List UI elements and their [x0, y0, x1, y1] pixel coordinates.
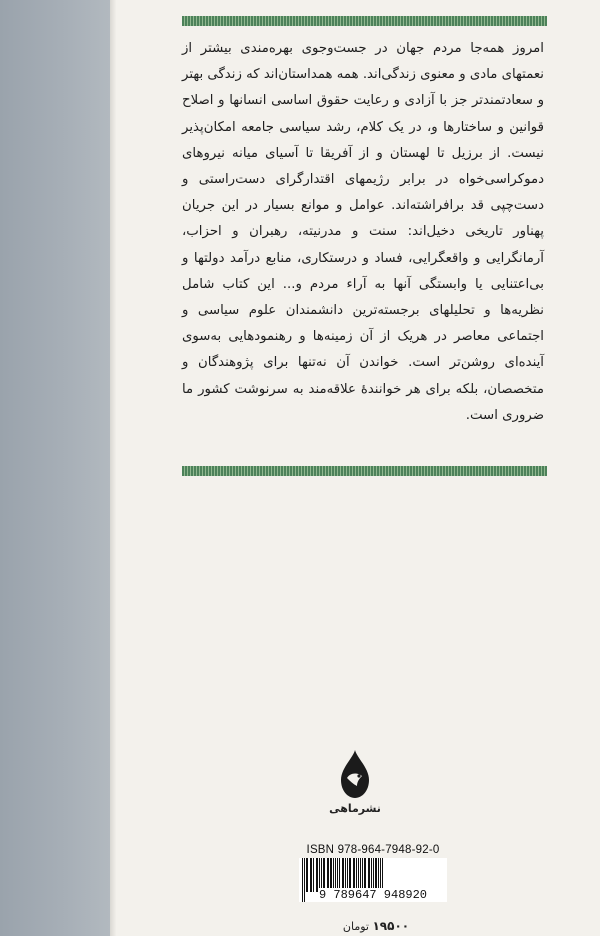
- publisher-name: نشرماهی: [329, 802, 381, 815]
- barcode-bar: [368, 858, 370, 892]
- barcode-bar: [360, 858, 361, 892]
- isbn-label: ISBN 978-964-7948-92-0: [306, 844, 440, 856]
- barcode-bar: [364, 858, 366, 892]
- barcode-bar: [306, 858, 308, 892]
- barcode-digits: 9 789647 948920: [318, 888, 428, 902]
- barcode-bar: [349, 858, 351, 892]
- barcode-bar: [330, 858, 332, 892]
- fish-drop-icon: [335, 748, 375, 800]
- barcode-bar: [316, 858, 318, 892]
- price-tag: [316, 919, 436, 935]
- barcode-bar: [321, 858, 322, 892]
- bottom-decorative-rule: [182, 466, 547, 476]
- barcode-bar: [335, 858, 336, 892]
- barcode-bar: [356, 858, 357, 892]
- price-amount: ۱۹۵۰۰: [372, 919, 410, 933]
- barcode-bar: [375, 858, 377, 892]
- isbn-block: [298, 842, 448, 918]
- top-decorative-rule: [182, 16, 547, 26]
- barcode-bar: [378, 858, 379, 892]
- barcode-bar: [339, 858, 340, 892]
- publisher-logo: [322, 748, 388, 822]
- back-cover-blurb: امروز همه‌جا مردم جهان در جست‌وجوی بهره‌مندی بیشتر از نعمتهای مادی و معنوی زندگی‌اند. همه همداستان‌اند که زندگی بهتر و سعادتمندتر جز با آزادی و رعایت حقوق اساسی انسانها و اصلاح قوانین و ساختارها و، در یک کلام، رشد سیاسی جامعه امکان‌پذیر نیست. از برزیل تا لهستان و از آفریقا تا آسیای میانه نیروهای دموکراسی‌خواه در برابر رژیمهای اقتدارگرای دست‌راستی و دست‌چپی قد برافراشته‌اند. عوامل و موانع بسیار در این جریان پهناور تاریخی دخیل‌اند: سنت و مدرنیته، رهبران و احزاب، آرمانگرایی و واقعگرایی، فساد و درستکاری، منابع درآمد دولتها و بی‌اعتنایی یا وابستگی آنها به آراء مردم و... این کتاب شامل نظریه‌ها و تحلیلهای برجسته‌ترین دانشمندان علوم سیاسی و اجتماعی معاصر در هریک از آن زمینه‌ها و رهنمودهایی به‌سوی آینده‌ای روشن‌تر است. خواندن آن نه‌تنها برای پژوهندگان و متخصصان، بلکه برای هر خوانندهٔ علاقه‌مند به سرنوشت کشور ما ضروری است.: [181, 41, 544, 423]
- price-currency: تومان: [342, 920, 369, 933]
- barcode-bar: [358, 858, 359, 892]
- barcode-bar: [313, 858, 314, 892]
- barcode-bar: [319, 858, 320, 892]
- barcode-bar: [327, 858, 329, 892]
- book-spine: [0, 0, 110, 936]
- barcode-bar: [362, 858, 363, 892]
- barcode-bar: [353, 858, 355, 892]
- barcode-bar: [310, 858, 312, 892]
- barcode-bar: [323, 858, 325, 892]
- barcode-bar: [371, 858, 372, 892]
- barcode-bar: [337, 858, 338, 892]
- barcode-bar: [342, 858, 344, 892]
- barcode-bar: [373, 858, 374, 892]
- barcode-bar: [333, 858, 334, 892]
